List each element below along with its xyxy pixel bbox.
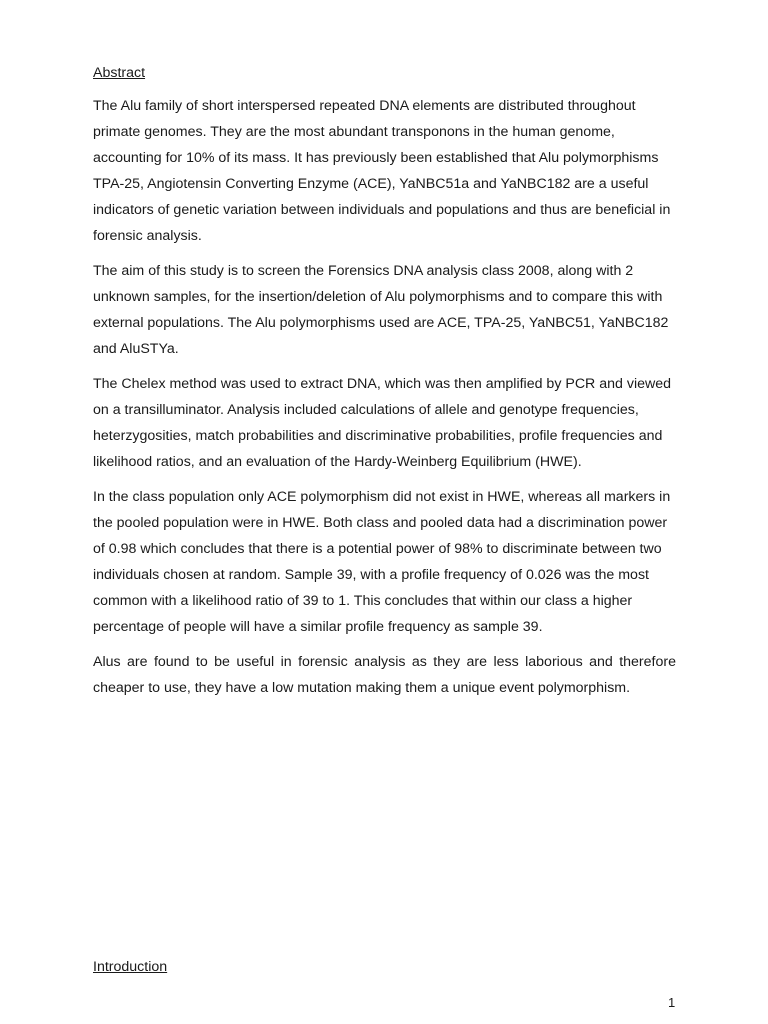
abstract-heading: Abstract [93, 65, 146, 81]
introduction-heading: Introduction [93, 959, 168, 975]
page-number: 1 [668, 995, 676, 1010]
abstract-paragraph-1: The Alu family of short interspersed repeated DNA elements are distributed throughout primate genomes. They are the most abundant transponons in the human genome, accounting for 10% of its mass. It has previously been established that Alu polymorphisms TPA-25, Angiotensin Converting Enzyme (ACE), YaNBC51a and YaNBC182 are a useful indicators of genetic variation between individuals and populations and thus are beneficial in forensic analysis. [93, 98, 671, 244]
abstract-paragraph-4: In the class population only ACE polymorphism did not exist in HWE, whereas all markers in the pooled population were in HWE. Both class and pooled data had a discrimination power of 0.98 which concludes that there is a potential power of 98% to discriminate between two individuals chosen at random. Sample 39, with a profile frequency of 0.026 was the most common with a likelihood ratio of 39 to 1. This concludes that within our class a higher percentage of people will have a similar profile frequency as sample 39. [93, 489, 671, 635]
abstract-section [93, 62, 676, 710]
abstract-paragraph-2: The aim of this study is to screen the Forensics DNA analysis class 2008, along with 2 unknown samples, for the insertion/deletion of Alu polymorphisms and to compare this with external populations. The Alu polymorphisms used are ACE, TPA-25, YaNBC51, YaNBC182 and AluSTYa. [93, 263, 669, 357]
abstract-paragraph-3: The Chelex method was used to extract DNA, which was then amplified by PCR and viewed on a transilluminator. Analysis included calculations of allele and genotype frequencies, heterzygosities, match probabilities and discriminative probabilities, profile frequencies and likelihood ratios, and an evaluation of the Hardy-Weinberg Equilibrium (HWE). [93, 376, 672, 470]
abstract-paragraph-5: Alus are found to be useful in forensic analysis as they are less laborious and therefore cheaper to use, they have a low mutation making them a unique event polymorphism. [93, 654, 676, 696]
